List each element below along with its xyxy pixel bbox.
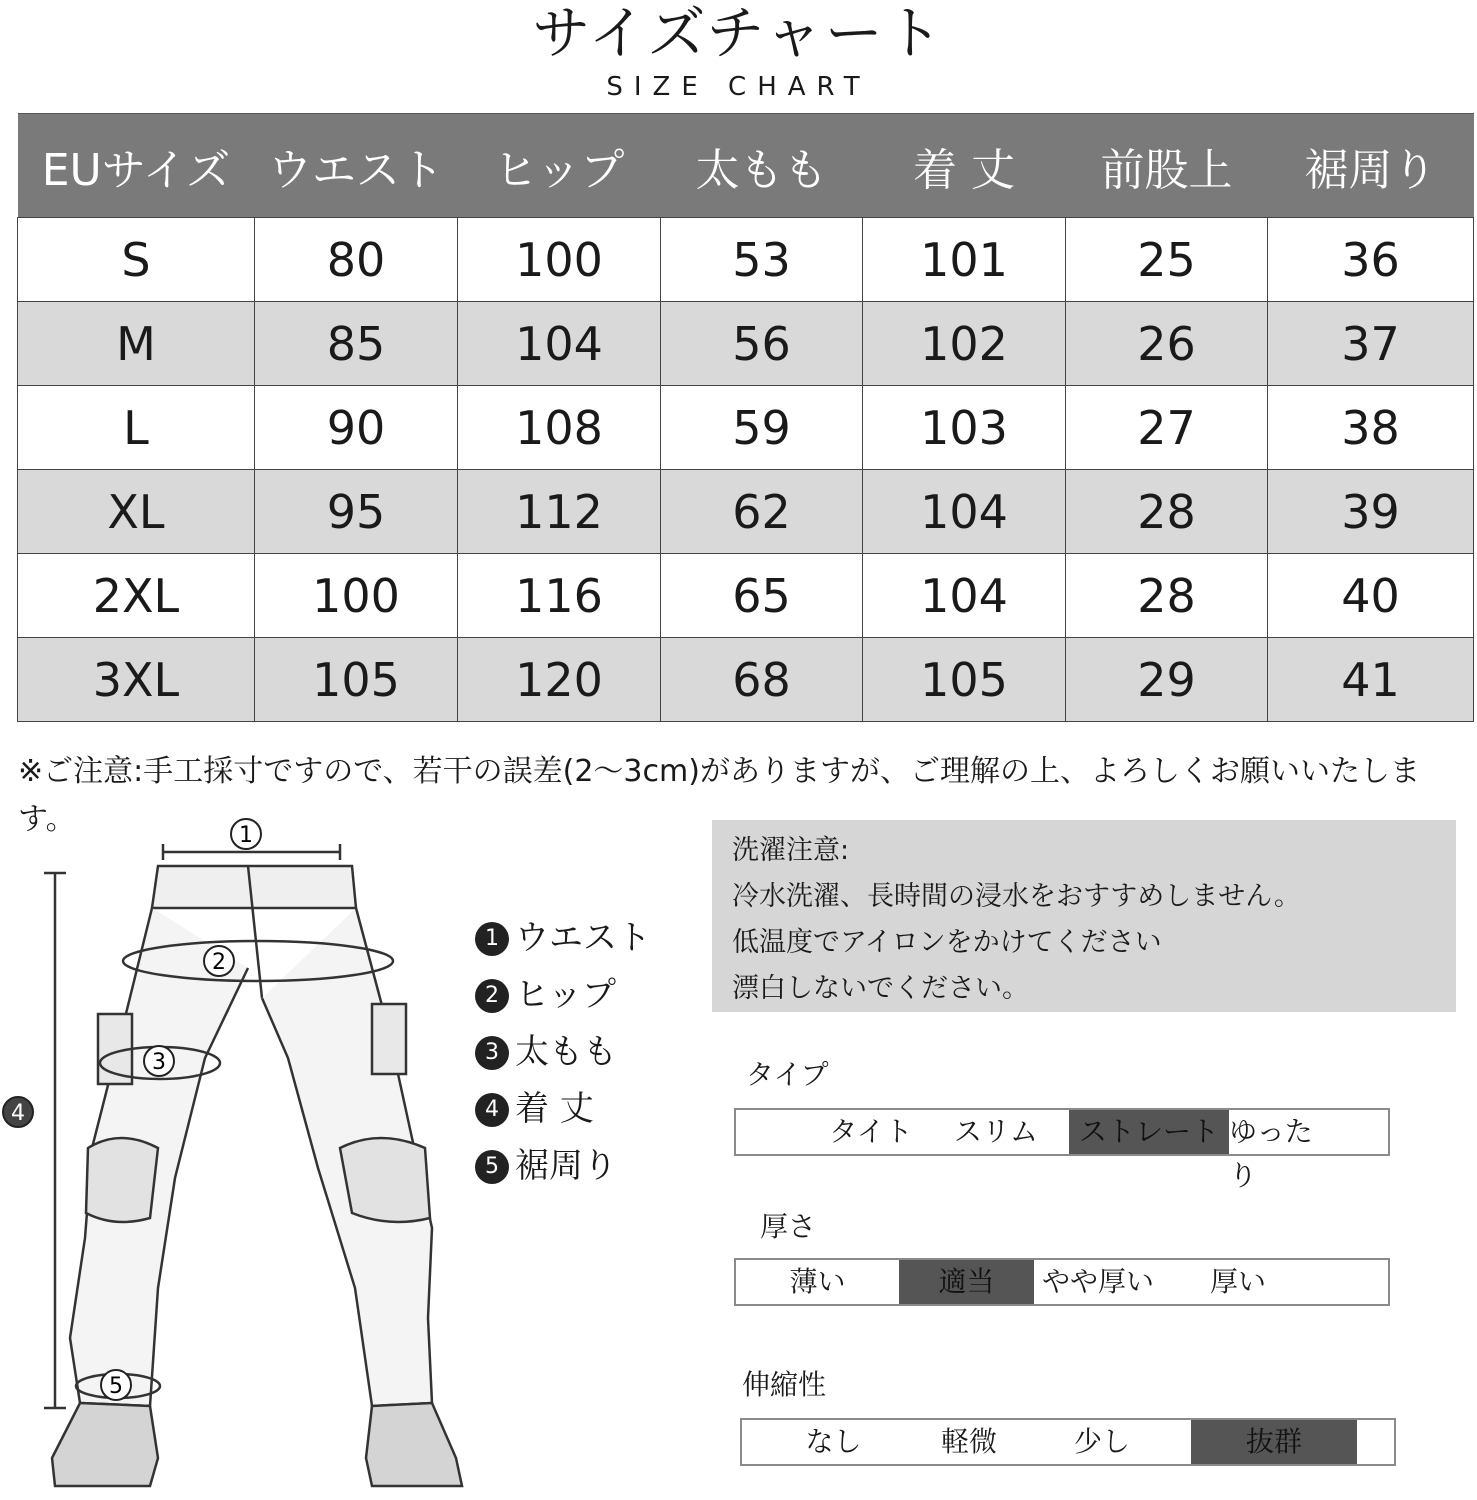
- table-cell: 27: [1066, 386, 1268, 470]
- legend-number: 2: [475, 979, 509, 1013]
- thickness-option-selected: 適当: [899, 1260, 1034, 1304]
- table-cell: 56: [661, 302, 863, 386]
- table-cell: 103: [863, 386, 1066, 470]
- column-header: 太もも: [661, 114, 863, 218]
- table-cell: 101: [863, 218, 1066, 302]
- table-cell: 3XL: [18, 638, 255, 722]
- table-cell: XL: [18, 470, 255, 554]
- page-subtitle: SIZE CHART: [606, 72, 871, 102]
- table-cell: 65: [661, 554, 863, 638]
- table-cell: 2XL: [18, 554, 255, 638]
- column-header: 着 丈: [863, 114, 1066, 218]
- type-option: タイト: [829, 1115, 913, 1148]
- legend-label: 太もも: [515, 1032, 617, 1072]
- legend-number: 5: [475, 1150, 509, 1184]
- table-header-row: [18, 114, 1474, 218]
- table-cell: 28: [1066, 554, 1268, 638]
- thickness-option: 厚い: [1209, 1265, 1266, 1298]
- diagram-marker: 2: [212, 950, 226, 975]
- wash-notice: [712, 820, 1456, 1012]
- type-option-selected: ストレート: [1069, 1110, 1229, 1154]
- measurement-legend: [475, 910, 651, 1195]
- type-scale: [734, 1108, 1390, 1192]
- legend-label: ヒップ: [515, 975, 616, 1015]
- table-cell: 90: [255, 386, 458, 470]
- legend-label: 着 丈: [515, 1089, 594, 1129]
- stretch-scale-label: 伸縮性: [742, 1368, 827, 1401]
- page-title: サイズチャート: [532, 0, 945, 67]
- table-cell: 28: [1066, 470, 1268, 554]
- table-row: [18, 638, 1474, 722]
- table-cell: 41: [1268, 638, 1474, 722]
- table-cell: 105: [255, 638, 458, 722]
- table-cell: 39: [1268, 470, 1474, 554]
- wash-notice-line: 低温度でアイロンをかけてください: [732, 927, 1162, 958]
- legend-number: 3: [475, 1036, 509, 1070]
- table-row: [18, 386, 1474, 470]
- table-cell: 25: [1066, 218, 1268, 302]
- legend-label: ウエスト: [515, 918, 651, 958]
- stretch-option-selected: 抜群: [1191, 1420, 1357, 1464]
- table-row: [18, 554, 1474, 638]
- table-cell: 104: [863, 554, 1066, 638]
- wash-notice-line: 冷水洗濯、長時間の浸水をおすすめしません。: [732, 881, 1301, 912]
- table-row: [18, 470, 1474, 554]
- table-cell: 26: [1066, 302, 1268, 386]
- table-cell: 105: [863, 638, 1066, 722]
- table-cell: 68: [661, 638, 863, 722]
- table-cell: 37: [1268, 302, 1474, 386]
- thickness-option: 薄い: [789, 1265, 846, 1298]
- table-cell: 36: [1268, 218, 1474, 302]
- diagram-marker: 3: [152, 1050, 166, 1075]
- legend-item: [475, 1024, 651, 1081]
- thickness-option: やや厚い: [1042, 1265, 1155, 1298]
- legend-number: 4: [475, 1093, 509, 1127]
- table-cell: 112: [458, 470, 661, 554]
- table-cell: 85: [255, 302, 458, 386]
- size-table: [17, 113, 1474, 722]
- stretch-option: 軽微: [940, 1425, 997, 1458]
- table-cell: 102: [863, 302, 1066, 386]
- table-row: [18, 218, 1474, 302]
- thickness-scale: [734, 1258, 1390, 1306]
- table-cell: 38: [1268, 386, 1474, 470]
- table-cell: 29: [1066, 638, 1268, 722]
- column-header: 前股上: [1066, 114, 1268, 218]
- column-header: EUサイズ: [18, 114, 255, 218]
- table-cell: L: [18, 386, 255, 470]
- table-cell: 40: [1268, 554, 1474, 638]
- table-cell: 120: [458, 638, 661, 722]
- legend-item: [475, 967, 651, 1024]
- stretch-option: 少し: [1073, 1425, 1130, 1458]
- table-cell: 100: [255, 554, 458, 638]
- thickness-scale-label: 厚さ: [760, 1210, 817, 1243]
- diagram-marker: 1: [239, 823, 253, 848]
- stretch-scale: [740, 1418, 1396, 1466]
- legend-label: 裾周り: [515, 1146, 617, 1186]
- table-cell: 53: [661, 218, 863, 302]
- diagram-marker: 5: [109, 1374, 123, 1399]
- diagram-marker: 4: [11, 1101, 25, 1126]
- legend-item: [475, 1081, 651, 1138]
- scale-spacer: [736, 1110, 819, 1154]
- table-cell: 116: [458, 554, 661, 638]
- stretch-option: なし: [805, 1425, 862, 1458]
- legend-item: [475, 1138, 651, 1195]
- table-cell: 59: [661, 386, 863, 470]
- legend-number: 1: [475, 922, 509, 956]
- column-header: ヒップ: [458, 114, 661, 218]
- wash-notice-title: 洗濯注意:: [732, 835, 850, 866]
- column-header: 裾周り: [1268, 114, 1474, 218]
- type-option: スリム: [953, 1115, 1038, 1148]
- type-scale-label: タイプ: [746, 1058, 829, 1091]
- table-cell: 108: [458, 386, 661, 470]
- table-cell: 100: [458, 218, 661, 302]
- table-cell: 80: [255, 218, 458, 302]
- wash-notice-line: 漂白しないでください。: [732, 973, 1029, 1004]
- table-cell: S: [18, 218, 255, 302]
- table-cell: 95: [255, 470, 458, 554]
- table-cell: 104: [863, 470, 1066, 554]
- pants-diagram: [0, 818, 480, 1500]
- table-row: [18, 302, 1474, 386]
- legend-item: [475, 910, 651, 967]
- type-option: ゆったり: [1229, 1115, 1313, 1192]
- table-cell: M: [18, 302, 255, 386]
- table-cell: 62: [661, 470, 863, 554]
- measurement-note: ※ご注意:手工採寸ですので、若干の誤差(2〜3cm)がありますが、ご理解の上、よろしくお願いいたします。: [18, 754, 1420, 837]
- table-cell: 104: [458, 302, 661, 386]
- column-header: ウエスト: [255, 114, 458, 218]
